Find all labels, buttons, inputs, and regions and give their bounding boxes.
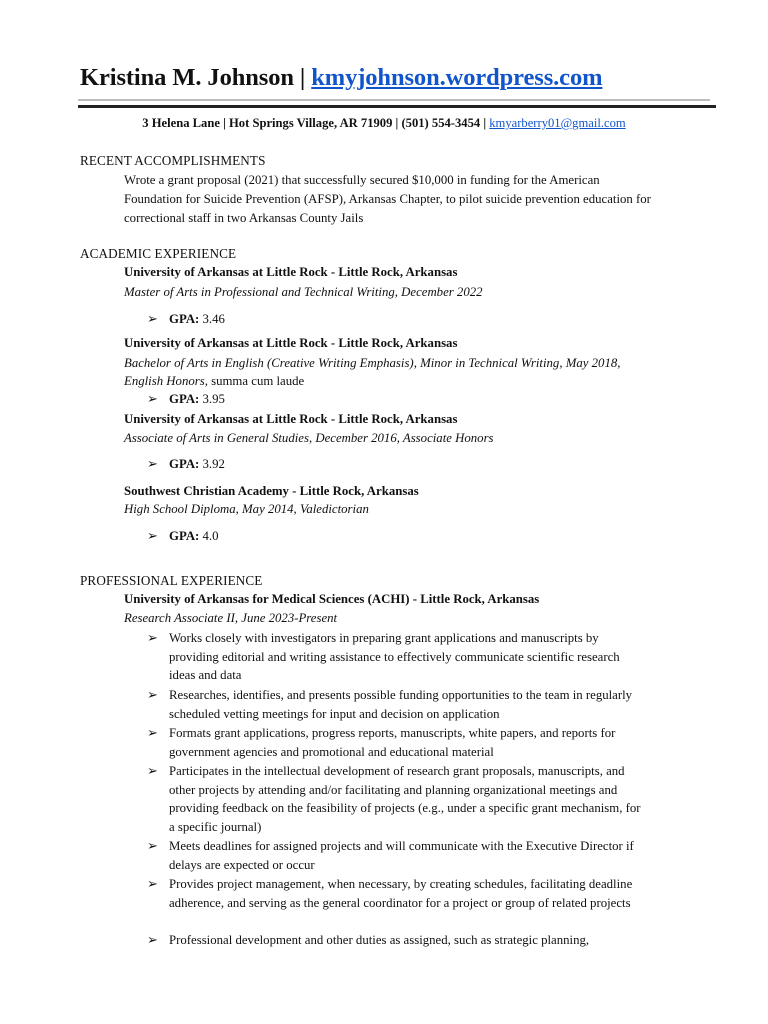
gpa-value: 3.95 [199, 392, 225, 406]
arrow-bullet-icon: ➢ [147, 726, 158, 740]
arrow-bullet-icon: ➢ [147, 688, 158, 702]
list-item [147, 762, 667, 837]
gpa-label: GPA: [169, 457, 200, 471]
arrow-bullet-icon: ➢ [147, 933, 158, 947]
header-rule-light [78, 99, 710, 101]
list-item [147, 686, 667, 724]
section-heading-recent: RECENT ACCOMPLISHMENTS [80, 153, 266, 168]
resume-header [80, 64, 602, 92]
list-item [147, 875, 667, 931]
email-link[interactable]: kmyarberry01@gmail.com [489, 116, 626, 130]
gpa-value: 4.0 [199, 529, 219, 543]
arrow-bullet-icon: ➢ [147, 529, 158, 543]
school-name: University of Arkansas at Little Rock - Little Rock, Arkansas [124, 336, 458, 350]
arrow-bullet-icon: ➢ [147, 877, 158, 891]
degree-line: High School Diploma, May 2014, Valedictorian [124, 502, 369, 516]
degree-line [124, 374, 304, 389]
gpa-label: GPA: [169, 529, 200, 543]
gpa-value: 3.46 [199, 312, 225, 326]
website-link[interactable]: kmyjohnson.wordpress.com [311, 64, 603, 91]
school-name: Southwest Christian Academy - Little Rock, Arkansas [124, 484, 419, 498]
job-role: Research Associate II, June 2023-Present [124, 611, 338, 625]
arrow-bullet-icon: ➢ [147, 631, 158, 645]
header-separator: | [293, 64, 312, 91]
bullet-text: Participates in the intellectual development of research grant proposals, manuscripts, and other projects by attending and/or facilitating and planning organizational meetings and providing feedback on the feasibility of projects (e.g., under a specific grant mechanism, for a specific journal) [169, 764, 641, 835]
arrow-bullet-icon: ➢ [147, 764, 158, 778]
gpa-item [147, 312, 225, 327]
degree-line: Associate of Arts in General Studies, December 2016, Associate Honors [124, 431, 494, 445]
list-item [147, 724, 667, 762]
bullet-text: Formats grant applications, progress reports, manuscripts, white papers, and reports for government agencies and promotional and educational material [169, 726, 616, 759]
arrow-bullet-icon: ➢ [147, 839, 158, 853]
bullet-text: Provides project management, when necessary, by creating schedules, facilitating deadline adherence, and serving as the general coordinator for a project or group of related projects [169, 877, 633, 910]
degree-suffix: , [617, 356, 621, 370]
degree-text: Bachelor of Arts in English (Creative Writing Emphasis), Minor in Technical Writing, May 2018 [124, 356, 618, 370]
list-item [147, 837, 667, 875]
header-rule-dark [78, 105, 716, 108]
degree-line [124, 356, 620, 371]
school-name: University of Arkansas at Little Rock - Little Rock, Arkansas [124, 412, 458, 426]
gpa-item [147, 392, 225, 407]
gpa-item [147, 529, 219, 544]
bullet-text: Researches, identifies, and presents possible funding opportunities to the team in regularly scheduled vetting meetings for input and decision on application [169, 688, 633, 721]
school-name: University of Arkansas at Little Rock - Little Rock, Arkansas [124, 265, 458, 279]
section-heading-professional: PROFESSIONAL EXPERIENCE [80, 573, 263, 588]
degree-honors: English Honors [124, 374, 205, 388]
candidate-name: Kristina M. Johnson [80, 64, 294, 91]
degree-line: Master of Arts in Professional and Technical Writing, December 2022 [124, 285, 483, 299]
arrow-bullet-icon: ➢ [147, 457, 158, 471]
section-heading-academic: ACADEMIC EXPERIENCE [80, 246, 237, 261]
gpa-item [147, 457, 225, 472]
recent-line: Wrote a grant proposal (2021) that successfully secured $10,000 in funding for the American [124, 173, 600, 187]
bullet-text: Meets deadlines for assigned projects and will communicate with the Executive Director if delays are expected or occur [169, 839, 634, 872]
recent-line: Foundation for Suicide Prevention (AFSP), Arkansas Chapter, to pilot suicide prevention education for [124, 192, 651, 206]
arrow-bullet-icon: ➢ [147, 312, 158, 326]
contact-line [0, 116, 768, 131]
contact-address: 3 Helena Lane | Hot Springs Village, AR 71909 | (501) 554-3454 | [142, 116, 490, 130]
gpa-value: 3.92 [199, 457, 225, 471]
arrow-bullet-icon: ➢ [147, 392, 158, 406]
list-item [147, 629, 667, 685]
list-item [147, 931, 667, 950]
gpa-label: GPA: [169, 392, 200, 406]
gpa-label: GPA: [169, 312, 200, 326]
degree-distinction: , summa cum laude [204, 374, 305, 388]
bullet-text: Works closely with investigators in preparing grant applications and manuscripts by providing editorial and writing assistance to effectively communicate scientific research ideas and data [169, 631, 620, 683]
recent-line: correctional staff in two Arkansas County Jails [124, 211, 364, 225]
bullet-text: Professional development and other duties as assigned, such as strategic planning, [169, 933, 590, 947]
employer-name: University of Arkansas for Medical Sciences (ACHI) - Little Rock, Arkansas [124, 592, 540, 606]
